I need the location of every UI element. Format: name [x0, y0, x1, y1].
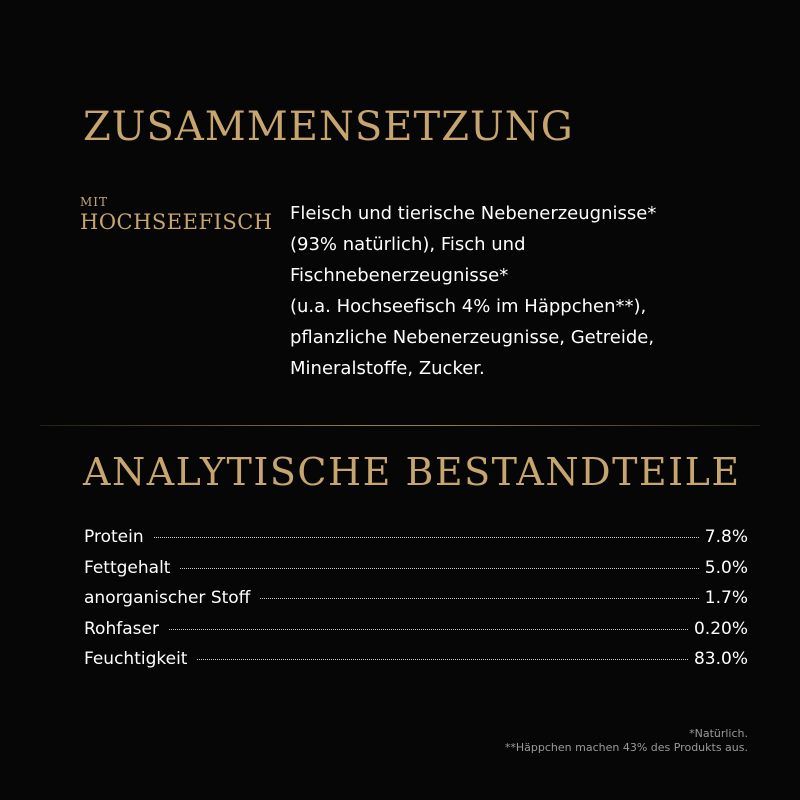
composition-heading: ZUSAMMENSETZUNG: [83, 104, 574, 150]
dot-leader: [197, 659, 688, 660]
row-label: Fettgehalt: [84, 557, 171, 578]
row-value: 7.8%: [704, 527, 748, 547]
composition-text: [290, 198, 770, 384]
composition-line: Mineralstoffe, Zucker.: [290, 358, 485, 379]
table-row: [84, 558, 748, 589]
row-value: 0.20%: [693, 618, 748, 639]
row-value: 1.7%: [704, 588, 748, 608]
table-row: [84, 649, 748, 680]
footnotes: [505, 727, 748, 755]
dot-leader: [154, 537, 699, 538]
composition-line: pflanzliche Nebenerzeugnisse, Getreide,: [290, 327, 655, 348]
row-value: 5.0%: [704, 557, 748, 578]
variant-label-big: HOCHSEEFISCH: [80, 210, 273, 234]
table-row: [84, 588, 748, 619]
dot-leader: [180, 568, 698, 569]
table-row: [84, 527, 748, 558]
analysis-heading: ANALYTISCHE BESTANDTEILE: [83, 450, 741, 494]
row-label: Rohfaser: [84, 618, 159, 639]
analysis-table: [84, 527, 748, 680]
row-label: Protein: [84, 527, 144, 547]
composition-line: (93% natürlich), Fisch und: [290, 234, 526, 255]
footnote-chunks: **Häppchen machen 43% des Produkts aus.: [504, 741, 748, 754]
composition-line: Fleisch und tierische Nebenerzeugnisse*: [290, 203, 657, 224]
row-label: anorganischer Stoff: [84, 588, 251, 608]
dot-leader: [169, 629, 688, 630]
variant-label-small: MIT: [80, 195, 109, 209]
variant-label: [80, 196, 273, 233]
row-value: 83.0%: [693, 649, 748, 669]
table-row: [84, 619, 748, 650]
composition-line: Fischnebenerzeugnisse*: [290, 265, 509, 286]
footnote-natural: *Natürlich.: [689, 727, 748, 740]
row-label: Feuchtigkeit: [84, 649, 188, 669]
dot-leader: [260, 598, 698, 599]
composition-line: (u.a. Hochseefisch 4% im Häppchen**),: [290, 296, 647, 317]
section-divider: [40, 425, 760, 426]
